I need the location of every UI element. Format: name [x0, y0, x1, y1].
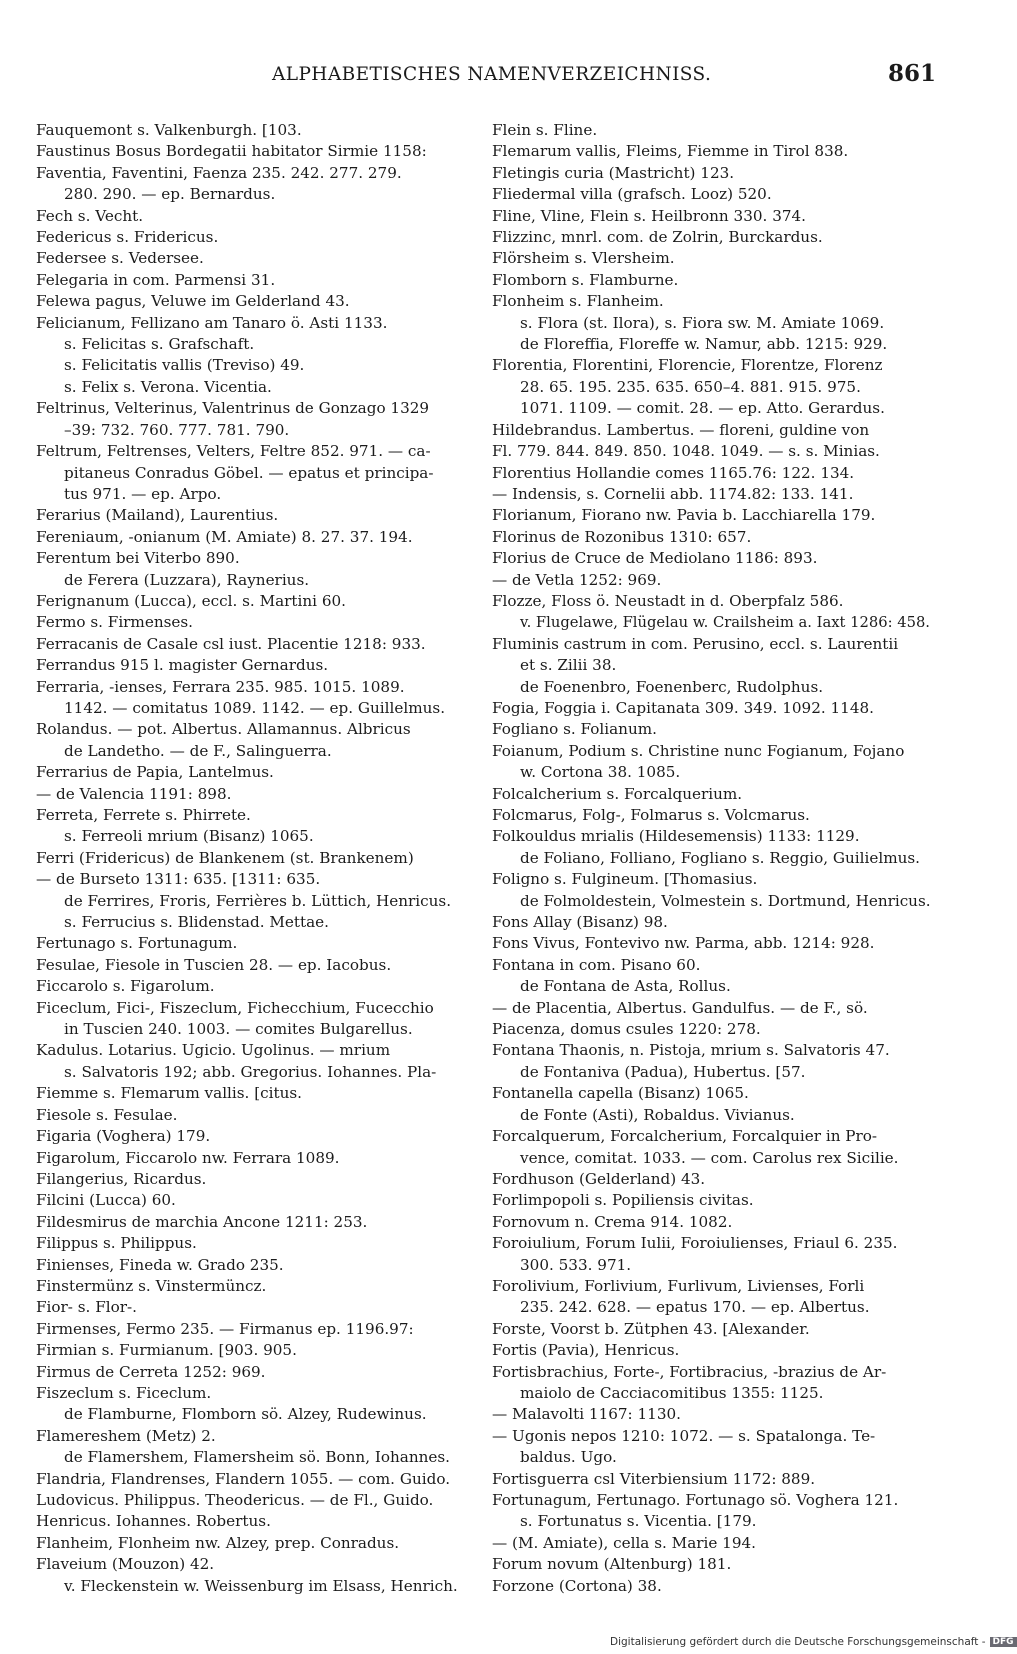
entry-text: Flamereshem (Metz) 2. — [36, 1426, 216, 1445]
index-entry-line — [36, 891, 478, 912]
index-entry-line — [36, 698, 478, 719]
index-entry-line — [36, 1019, 478, 1040]
page-number: 861 — [888, 60, 937, 87]
index-entry-line — [492, 1340, 930, 1361]
index-entry-line — [492, 826, 930, 847]
entry-text: tus 971. — ep. Arpo. — [64, 484, 222, 503]
index-entry-line — [492, 1554, 930, 1575]
index-entry-line — [36, 1233, 478, 1254]
index-entry-line — [492, 848, 930, 869]
index-entry-line — [492, 1105, 930, 1126]
entry-text: Forolivium, Forlivium, Furlivum, Livienses, Forli — [492, 1276, 865, 1295]
index-entry-line — [36, 463, 478, 484]
index-entry-line — [36, 1190, 478, 1211]
index-entry-line — [36, 163, 478, 184]
index-entry-line — [36, 826, 478, 847]
entry-text: v. Fleckenstein w. Weissenburg im Elsass, Henrich. — [64, 1576, 458, 1595]
entry-text: de Fonte (Asti), Robaldus. Vivianus. — [520, 1105, 795, 1124]
index-entry-line — [492, 719, 930, 740]
entry-text: Fereniaum, -onianum (M. Amiate) 8. 27. 37. 194. — [36, 527, 413, 546]
index-entry-line — [492, 1276, 930, 1297]
entry-text: maiolo de Cacciacomitibus 1355: 1125. — [520, 1383, 824, 1402]
index-entry-line — [492, 634, 930, 655]
index-entry-line — [492, 1169, 930, 1190]
index-entry-line — [492, 206, 930, 227]
entry-text: — Malavolti 1167: 1130. — [492, 1405, 681, 1424]
entry-text: Fliedermal villa (grafsch. Looz) 520. — [492, 185, 772, 204]
index-entry-line — [36, 184, 478, 205]
index-entry-line — [492, 1490, 930, 1511]
index-entry-line — [492, 1319, 930, 1340]
index-entry-line — [36, 377, 478, 398]
entry-text: Feltrum, Feltrenses, Velters, Feltre 852. 971. — ca- — [36, 442, 431, 461]
index-entry-line — [492, 762, 930, 783]
index-entry-line — [36, 912, 478, 933]
entry-text: Federsee s. Vedersee. — [36, 249, 204, 268]
entry-text: s. Felicitatis vallis (Treviso) 49. — [64, 356, 305, 375]
entry-text: Folcmarus, Folg-, Folmarus s. Volcmarus. — [492, 806, 810, 824]
index-entry-line — [36, 1319, 478, 1340]
funding-footer — [610, 1636, 1017, 1648]
index-entry-line — [492, 313, 930, 334]
index-entry-line — [492, 1233, 930, 1254]
index-entry-line — [36, 1169, 478, 1190]
entry-text: de Floreffia, Floreffe w. Namur, abb. 1215: 929. — [520, 335, 888, 354]
entry-text: Fontana Thaonis, n. Pistoja, mrium s. Salvatoris 47. — [492, 1041, 890, 1060]
entry-text: s. Salvatoris 192; abb. Gregorius. Iohannes. Pla- — [64, 1062, 437, 1081]
entry-text: Figaria (Voghera) 179. — [36, 1127, 211, 1146]
entry-text: — de Burseto 1311: 635. [1311: 635. — [36, 870, 321, 889]
index-entry-line — [36, 869, 478, 890]
index-entry-line — [492, 1190, 930, 1211]
entry-text: Flonheim s. Flanheim. — [492, 292, 664, 311]
entry-text: Flizzinc, mnrl. com. de Zolrin, Burckardus. — [492, 228, 823, 247]
entry-text: Ferrarius de Papia, Lantelmus. — [36, 763, 274, 782]
running-title: ALPHABETISCHES NAMENVERZEICHNISS. — [272, 64, 712, 85]
index-entry-line — [492, 1148, 930, 1169]
index-entry-line — [36, 505, 478, 526]
entry-text: Fogia, Foggia i. Capitanata 309. 349. 1092. 1148. — [492, 698, 874, 717]
index-entry-line — [36, 355, 478, 376]
index-entry-line — [492, 484, 930, 505]
index-entry-line — [492, 548, 930, 569]
entry-text: s. Ferreoli mrium (Bisanz) 1065. — [64, 827, 314, 846]
entry-text: Fornovum n. Crema 914. 1082. — [492, 1212, 733, 1231]
entry-text: Fiszeclum s. Ficeclum. — [36, 1383, 212, 1402]
entry-text: Rolandus. — pot. Albertus. Allamannus. Albricus — [36, 720, 411, 739]
index-entry-line — [492, 120, 930, 141]
index-entry-line — [492, 1255, 930, 1276]
index-entry-line — [36, 270, 478, 291]
entry-text: Flozze, Floss ö. Neustadt in d. Oberpfalz 586. — [492, 591, 844, 610]
index-entry-line — [36, 1105, 478, 1126]
entry-text: Flomborn s. Flamburne. — [492, 270, 679, 289]
entry-text: 1071. 1109. — comit. 28. — ep. Atto. Gerardus. — [520, 399, 885, 418]
index-entry-line — [492, 998, 930, 1019]
entry-text: de Foliano, Folliano, Fogliano s. Reggio, Guilielmus. — [520, 848, 920, 867]
index-entry-line — [36, 933, 478, 954]
entry-text: Faventia, Faventini, Faenza 235. 242. 277. 279. — [36, 163, 402, 182]
entry-text: Ferri (Fridericus) de Blankenem (st. Brankenem) — [36, 848, 414, 867]
entry-text: Fons Allay (Bisanz) 98. — [492, 913, 668, 932]
entry-text: in Tuscien 240. 1003. — comites Bulgarellus. — [64, 1020, 413, 1039]
entry-text: Fletingis curia (Mastricht) 123. — [492, 163, 735, 182]
index-entry-line — [36, 1126, 478, 1147]
index-entry-line — [36, 805, 478, 826]
entry-text: baldus. Ugo. — [520, 1448, 617, 1467]
entry-text: Fech s. Vecht. — [36, 206, 144, 225]
entry-text: Forste, Voorst b. Zütphen 43. [Alexander. — [492, 1319, 810, 1338]
entry-text: Fons Vivus, Fontevivo nw. Parma, abb. 1214: 928. — [492, 934, 875, 953]
entry-text: Fontanella capella (Bisanz) 1065. — [492, 1084, 749, 1103]
entry-text: Forum novum (Altenburg) 181. — [492, 1555, 732, 1574]
entry-text: Ferentum bei Viterbo 890. — [36, 549, 240, 568]
index-entry-line — [492, 463, 930, 484]
entry-text: Filangerius, Ricardus. — [36, 1169, 207, 1188]
index-entry-line — [36, 570, 478, 591]
entry-text: Foroiulium, Forum Iulii, Foroiulienses, Friaul 6. 235. — [492, 1234, 898, 1253]
entry-text: Forcalquerum, Forcalcherium, Forcalquier in Pro- — [492, 1127, 878, 1146]
index-entry-line — [36, 955, 478, 976]
entry-text: de Foenenbro, Foenenberc, Rudolphus. — [520, 677, 824, 696]
index-entry-line — [36, 141, 478, 162]
index-entry-line — [492, 163, 930, 184]
entry-text: Felegaria in com. Parmensi 31. — [36, 270, 276, 289]
entry-text: Flörsheim s. Vlersheim. — [492, 249, 675, 268]
index-entry-line — [36, 1576, 478, 1597]
entry-text: Ferrandus 915 l. magister Gernardus. — [36, 656, 329, 675]
index-entry-line — [36, 420, 478, 441]
entry-text: s. Flora (st. Ilora), s. Fiora sw. M. Amiate 1069. — [520, 313, 885, 332]
index-entry-line — [36, 998, 478, 1019]
index-entry-line — [492, 1469, 930, 1490]
entry-text: Felicianum, Fellizano am Tanaro ö. Asti 1133. — [36, 313, 388, 332]
index-entry-line — [492, 1083, 930, 1104]
index-entry-line — [36, 398, 478, 419]
index-entry-line — [492, 377, 930, 398]
index-entry-line — [492, 933, 930, 954]
index-entry-line — [492, 184, 930, 205]
entry-text: Filippus s. Philippus. — [36, 1234, 197, 1253]
index-entry-line — [36, 291, 478, 312]
entry-text: de Ferrires, Froris, Ferrières b. Lüttich, Henricus. — [64, 891, 452, 910]
index-entry-line — [492, 1533, 930, 1554]
index-entry-line — [36, 1554, 478, 1575]
index-entry-line — [36, 313, 478, 334]
index-entry-line — [492, 334, 930, 355]
index-entry-line — [492, 891, 930, 912]
index-entry-line — [36, 1404, 478, 1425]
entry-text: Ferracanis de Casale csl iust. Placentie 1218: 933. — [36, 634, 426, 653]
entry-text: Federicus s. Fridericus. — [36, 228, 219, 247]
entry-text: pitaneus Conradus Göbel. — epatus et principa- — [64, 463, 434, 482]
index-entry-line — [492, 698, 930, 719]
index-entry-line — [36, 1426, 478, 1447]
index-entry-line — [492, 1383, 930, 1404]
entry-text: de Fontana de Asta, Rollus. — [520, 977, 731, 996]
entry-text: Kadulus. Lotarius. Ugicio. Ugolinus. — mrium — [36, 1041, 391, 1060]
entry-text: Forlimpopoli s. Popiliensis civitas. — [492, 1191, 754, 1210]
footer-text: Digitalisierung gefördert durch die Deutsche Forschungsgemeinschaft - — [610, 1636, 986, 1648]
index-entry-line — [492, 1126, 930, 1147]
entry-text: 1142. — comitatus 1089. 1142. — ep. Guillelmus. — [64, 698, 446, 717]
entry-text: Flanheim, Flonheim nw. Alzey, prep. Conradus. — [36, 1533, 400, 1552]
index-entry-line — [492, 141, 930, 162]
index-entry-line — [36, 612, 478, 633]
index-entry-line — [36, 1276, 478, 1297]
entry-text: — de Valencia 1191: 898. — [36, 784, 232, 803]
entry-text: Ferreta, Ferrete s. Phirrete. — [36, 806, 251, 824]
index-entry-line — [492, 912, 930, 933]
index-entry-line — [36, 441, 478, 462]
index-entry-line — [492, 976, 930, 997]
entry-text: Firmian s. Furmianum. [903. 905. — [36, 1341, 297, 1360]
index-entry-line — [492, 420, 930, 441]
index-entry-line — [36, 1511, 478, 1532]
entry-text: — Indensis, s. Cornelii abb. 1174.82: 133. 141. — [492, 484, 854, 503]
index-entry-line — [492, 1040, 930, 1061]
entry-text: Fluminis castrum in com. Perusino, eccl. s. Laurentii — [492, 634, 899, 653]
index-entry-line — [492, 1576, 930, 1597]
entry-text: Flemarum vallis, Fleims, Fiemme in Tirol 838. — [492, 142, 849, 161]
index-entry-line — [36, 206, 478, 227]
entry-text: de Fontaniva (Padua), Hubertus. [57. — [520, 1062, 806, 1081]
index-entry-line — [492, 1297, 930, 1318]
entry-text: de Ferera (Luzzara), Raynerius. — [64, 570, 310, 589]
entry-text: Finienses, Fineda w. Grado 235. — [36, 1255, 284, 1274]
index-entry-line — [492, 1511, 930, 1532]
entry-text: Fiesole s. Fesulae. — [36, 1105, 178, 1124]
index-entry-line — [492, 955, 930, 976]
entry-text: Fertunago s. Fortunagum. — [36, 934, 238, 953]
entry-text: 300. 533. 971. — [520, 1255, 632, 1274]
entry-text: de Folmoldestein, Volmestein s. Dortmund, Henricus. — [520, 891, 931, 910]
entry-text: de Flamburne, Flomborn sö. Alzey, Rudewinus. — [64, 1405, 427, 1424]
entry-text: Ferignanum (Lucca), eccl. s. Martini 60. — [36, 591, 347, 610]
index-entry-line — [36, 248, 478, 269]
index-entry-line — [36, 120, 478, 141]
index-entry-line — [36, 1383, 478, 1404]
entry-text: s. Felicitas s. Grafschaft. — [64, 335, 255, 354]
index-entry-line — [492, 741, 930, 762]
index-entry-line — [36, 677, 478, 698]
entry-text: v. Flugelawe, Flügelau w. Crailsheim a. Iaxt 1286: 458. — [520, 613, 930, 632]
index-entry-line — [492, 784, 930, 805]
entry-text: Fermo s. Firmenses. — [36, 613, 194, 632]
entry-text: Florentius Hollandie comes 1165.76: 122. 134. — [492, 463, 855, 482]
entry-text: Ferarius (Mailand), Laurentius. — [36, 506, 279, 525]
entry-text: Fauquemont s. Valkenburgh. [103. — [36, 121, 302, 139]
index-entry-line — [36, 634, 478, 655]
entry-text: Fior- s. Flor-. — [36, 1298, 137, 1317]
entry-text: Fortunagum, Fertunago. Fortunago sö. Voghera 121. — [492, 1491, 899, 1509]
index-entry-line — [36, 1083, 478, 1104]
entry-text: — Ugonis nepos 1210: 1072. — s. Spatalonga. Te- — [492, 1426, 876, 1445]
index-entry-line — [492, 677, 930, 698]
right-column — [492, 120, 930, 1597]
index-entry-line — [36, 655, 478, 676]
entry-text: Ludovicus. Philippus. Theodericus. — de Fl., Guido. — [36, 1491, 434, 1509]
index-entry-line — [36, 848, 478, 869]
entry-text: Florianum, Fiorano nw. Pavia b. Lacchiarella 179. — [492, 506, 876, 525]
entry-text: Feltrinus, Velterinus, Valentrinus de Gonzago 1329 — [36, 399, 430, 418]
entry-text: Folcalcherium s. Forcalquerium. — [492, 784, 743, 803]
index-entry-line — [492, 291, 930, 312]
entry-text: 280. 290. — ep. Bernardus. — [64, 185, 276, 204]
index-entry-line — [492, 398, 930, 419]
entry-text: Folkouldus mrialis (Hildesemensis) 1133: 1129. — [492, 827, 860, 846]
entry-text: Fildesmirus de marchia Ancone 1211: 253. — [36, 1212, 368, 1231]
index-entry-line — [492, 1019, 930, 1040]
index-entry-line — [492, 805, 930, 826]
entry-text: et s. Zilii 38. — [520, 656, 617, 675]
entry-text: Ferraria, -ienses, Ferrara 235. 985. 1015. 1089. — [36, 677, 405, 696]
entry-text: s. Felix s. Verona. Vicentia. — [64, 377, 272, 396]
entry-text: Flein s. Fline. — [492, 121, 598, 139]
entry-text: Flaveium (Mouzon) 42. — [36, 1555, 215, 1574]
entry-text: Finstermünz s. Vinstermüncz. — [36, 1276, 267, 1295]
page-header — [0, 58, 1000, 92]
entry-text: Hildebrandus. Lambertus. — floreni, guldine von — [492, 420, 870, 439]
entry-text: Ficeclum, Fici-, Fiszeclum, Fichecchium, Fucecchio — [36, 998, 434, 1017]
entry-text: Fontana in com. Pisano 60. — [492, 955, 701, 974]
index-entry-line — [36, 1148, 478, 1169]
index-entry-line — [36, 548, 478, 569]
index-entry-line — [36, 1040, 478, 1061]
index-entry-line — [36, 1362, 478, 1383]
entry-text: de Landetho. — de F., Salinguerra. — [64, 741, 332, 760]
index-entry-line — [36, 591, 478, 612]
index-entry-line — [36, 1297, 478, 1318]
entry-text: s. Ferrucius s. Blidenstad. Mettae. — [64, 913, 329, 932]
entry-text: — (M. Amiate), cella s. Marie 194. — [492, 1533, 756, 1552]
index-entry-line — [492, 1426, 930, 1447]
index-entry-line — [36, 762, 478, 783]
entry-text: s. Fortunatus s. Vicentia. [179. — [520, 1512, 757, 1531]
entry-text: Fiemme s. Flemarum vallis. [citus. — [36, 1084, 303, 1103]
entry-text: — de Vetla 1252: 969. — [492, 570, 662, 589]
entry-text: Foligno s. Fulgineum. [Thomasius. — [492, 870, 758, 889]
index-entry-line — [36, 784, 478, 805]
index-entry-line — [492, 612, 930, 633]
index-entry-line — [492, 1362, 930, 1383]
entry-text: — de Placentia, Albertus. Gandulfus. — de F., sö. — [492, 998, 868, 1017]
index-entry-line — [492, 505, 930, 526]
index-entry-line — [36, 1533, 478, 1554]
index-entry-line — [36, 1255, 478, 1276]
entry-text: 28. 65. 195. 235. 635. 650–4. 881. 915. 975. — [520, 377, 861, 396]
index-entry-line — [492, 1212, 930, 1233]
entry-text: Fesulae, Fiesole in Tuscien 28. — ep. Iacobus. — [36, 955, 392, 974]
index-entry-line — [492, 655, 930, 676]
entry-text: Firmenses, Fermo 235. — Firmanus ep. 1196.97: — [36, 1319, 414, 1338]
index-entry-line — [36, 527, 478, 548]
entry-text: Fogliano s. Folianum. — [492, 720, 657, 739]
index-entry-line — [492, 1062, 930, 1083]
index-entry-line — [36, 1062, 478, 1083]
entry-text: Fline, Vline, Flein s. Heilbronn 330. 374. — [492, 206, 807, 225]
entry-text: Fordhuson (Gelderland) 43. — [492, 1169, 706, 1188]
index-entry-line — [492, 570, 930, 591]
entry-text: –39: 732. 760. 777. 781. 790. — [64, 420, 290, 439]
index-entry-line — [36, 741, 478, 762]
entry-text: vence, comitat. 1033. — com. Carolus rex Sicilie. — [520, 1148, 899, 1167]
index-entry-line — [492, 441, 930, 462]
entry-text: Faustinus Bosus Bordegatii habitator Sirmie 1158: — [36, 142, 427, 161]
left-column — [36, 120, 478, 1597]
entry-text: Fl. 779. 844. 849. 850. 1048. 1049. — s. s. Minias. — [492, 442, 880, 461]
index-entry-line — [492, 591, 930, 612]
entry-text: Henricus. Iohannes. Robertus. — [36, 1512, 271, 1531]
entry-text: Fortisbrachius, Forte-, Fortibracius, -brazius de Ar- — [492, 1362, 887, 1381]
entry-text: Piacenza, domus csules 1220: 278. — [492, 1020, 761, 1039]
entry-text: 235. 242. 628. — epatus 170. — ep. Albertus. — [520, 1298, 870, 1317]
index-entry-line — [492, 248, 930, 269]
entry-text: Fortis (Pavia), Henricus. — [492, 1341, 680, 1360]
index-entry-line — [36, 719, 478, 740]
index-entry-line — [492, 227, 930, 248]
index-entry-line — [492, 527, 930, 548]
index-entry-line — [36, 1469, 478, 1490]
entry-text: Forzone (Cortona) 38. — [492, 1576, 662, 1595]
entry-text: Fortisguerra csl Viterbiensium 1172: 889. — [492, 1469, 816, 1488]
index-entry-line — [492, 1447, 930, 1468]
index-entry-line — [36, 1447, 478, 1468]
index-entry-line — [492, 270, 930, 291]
entry-text: de Flamershem, Flamersheim sö. Bonn, Iohannes. — [64, 1448, 451, 1467]
entry-text: Foianum, Podium s. Christine nunc Fogianum, Fojano — [492, 741, 905, 760]
index-entry-line — [36, 484, 478, 505]
entry-text: Florius de Cruce de Mediolano 1186: 893. — [492, 549, 818, 568]
dfg-logo: DFG — [990, 1637, 1017, 1647]
entry-text: Felewa pagus, Veluwe im Gelderland 43. — [36, 292, 350, 311]
index-entry-line — [36, 1212, 478, 1233]
entry-text: Florinus de Rozonibus 1310: 657. — [492, 527, 752, 546]
index-entry-line — [36, 227, 478, 248]
entry-text: w. Cortona 38. 1085. — [520, 763, 681, 782]
index-entry-line — [492, 355, 930, 376]
index-entry-line — [36, 334, 478, 355]
entry-text: Figarolum, Ficcarolo nw. Ferrara 1089. — [36, 1148, 340, 1167]
entry-text: Florentia, Florentini, Florencie, Florentze, Florenz — [492, 356, 883, 375]
index-entry-line — [36, 976, 478, 997]
entry-text: Flandria, Flandrenses, Flandern 1055. — com. Guido. — [36, 1469, 451, 1488]
index-entry-line — [492, 1404, 930, 1425]
index-entry-line — [36, 1340, 478, 1361]
entry-text: Firmus de Cerreta 1252: 969. — [36, 1362, 266, 1381]
entry-text: Filcini (Lucca) 60. — [36, 1191, 176, 1210]
index-entry-line — [492, 869, 930, 890]
entry-text: Ficcarolo s. Figarolum. — [36, 977, 215, 996]
index-entry-line — [36, 1490, 478, 1511]
